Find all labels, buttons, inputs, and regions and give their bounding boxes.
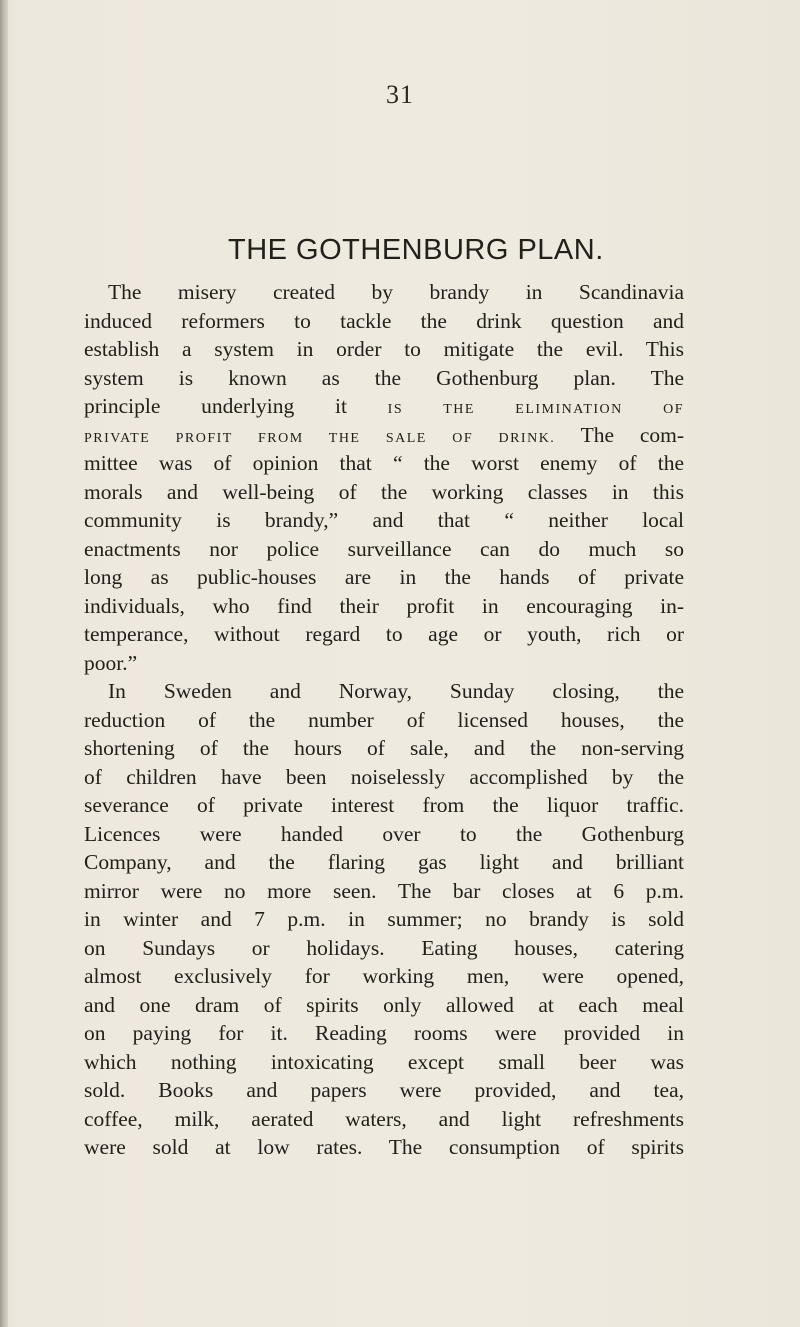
line-text: shortening of the hours of sale, and the non-serving: [84, 736, 684, 760]
line-text: coffee, milk, aerated waters, and light refreshments: [84, 1106, 684, 1131]
text-line: [84, 820, 684, 849]
text-line: [84, 877, 684, 906]
text-line: [84, 392, 684, 421]
text-line: [84, 734, 684, 763]
text-line: [84, 905, 684, 934]
line-text: morals and well-being of the working classes in this: [84, 479, 684, 504]
line-text: in winter and 7 p.m. in summer; no brandy is sold: [84, 907, 684, 931]
text-line: [84, 706, 684, 735]
line-text: on Sundays or holidays. Eating houses, catering: [84, 935, 684, 960]
text-line: [84, 848, 684, 877]
text-line: [84, 934, 684, 963]
text-line: [84, 563, 684, 592]
line-text-after: The com-: [555, 422, 684, 447]
text-line: [84, 592, 684, 621]
text-line: [84, 478, 684, 507]
text-line: [84, 1076, 684, 1105]
line-text: mirror were no more seen. The bar closes at 6 p.m.: [84, 878, 684, 903]
text-line: [84, 649, 684, 678]
chapter-title: THE GOTHENBURG PLAN.: [228, 234, 604, 266]
text-line: [84, 763, 684, 792]
line-text: system is known as the Gothenburg plan. The: [84, 365, 684, 390]
small-caps-text: PRIVATE PROFIT FROM THE SALE OF DRINK.: [84, 430, 556, 446]
line-text: individuals, who find their profit in encouraging in-: [84, 593, 684, 618]
text-line: [84, 364, 684, 393]
line-text: establish a system in order to mitigate the evil. This: [84, 337, 684, 361]
text-line: [84, 535, 684, 564]
line-text: almost exclusively for working men, were opened,: [84, 964, 684, 988]
text-line: [84, 421, 684, 450]
line-text: reduction of the number of licensed houses, the: [84, 707, 684, 732]
text-line: [84, 1019, 684, 1048]
line-text: In Sweden and Norway, Sunday closing, the: [108, 679, 684, 703]
line-text: Licences were handed over to the Gothenburg: [84, 821, 684, 846]
text-line: [84, 620, 684, 649]
line-text: temperance, without regard to age or youth, rich or: [84, 622, 684, 646]
line-text: principle underlying it: [84, 394, 347, 418]
text-line: [84, 335, 684, 364]
line-text: and one dram of spirits only allowed at each meal: [84, 992, 684, 1017]
text-line: [84, 506, 684, 535]
page-number: 31: [386, 80, 414, 109]
text-line: [84, 307, 684, 336]
text-line: [84, 1048, 684, 1077]
line-text: mittee was of opinion that “ the worst enemy of the: [84, 451, 684, 475]
line-text: sold. Books and papers were provided, and tea,: [84, 1078, 684, 1102]
text-line: [84, 962, 684, 991]
text-line: [84, 791, 684, 820]
line-text: The misery created by brandy in Scandinavia: [108, 280, 684, 304]
line-text: poor.”: [84, 650, 138, 675]
line-text: were sold at low rates. The consumption of spirits: [84, 1135, 684, 1159]
text-line: [84, 278, 684, 307]
line-text: Company, and the flaring gas light and brilliant: [84, 850, 684, 874]
text-line: [84, 991, 684, 1020]
text-line: [84, 449, 684, 478]
body-text: [84, 278, 684, 1162]
line-text: enactments nor police surveillance can do much so: [84, 536, 684, 561]
line-text: long as public-houses are in the hands of private: [84, 565, 684, 589]
book-spine-shadow: [0, 0, 8, 1327]
text-line: [84, 677, 684, 706]
line-text: of children have been noiselessly accomplished by the: [84, 764, 684, 789]
line-text: community is brandy,” and that “ neither local: [84, 508, 684, 532]
text-line: [84, 1133, 684, 1162]
small-caps-text: IS THE ELIMINATION OF: [387, 402, 684, 417]
line-text: severance of private interest from the liquor traffic.: [84, 793, 684, 817]
line-text: induced reformers to tackle the drink question and: [84, 308, 684, 333]
text-line: [84, 1105, 684, 1134]
line-text: on paying for it. Reading rooms were provided in: [84, 1021, 684, 1045]
line-text: which nothing intoxicating except small beer was: [84, 1049, 684, 1074]
